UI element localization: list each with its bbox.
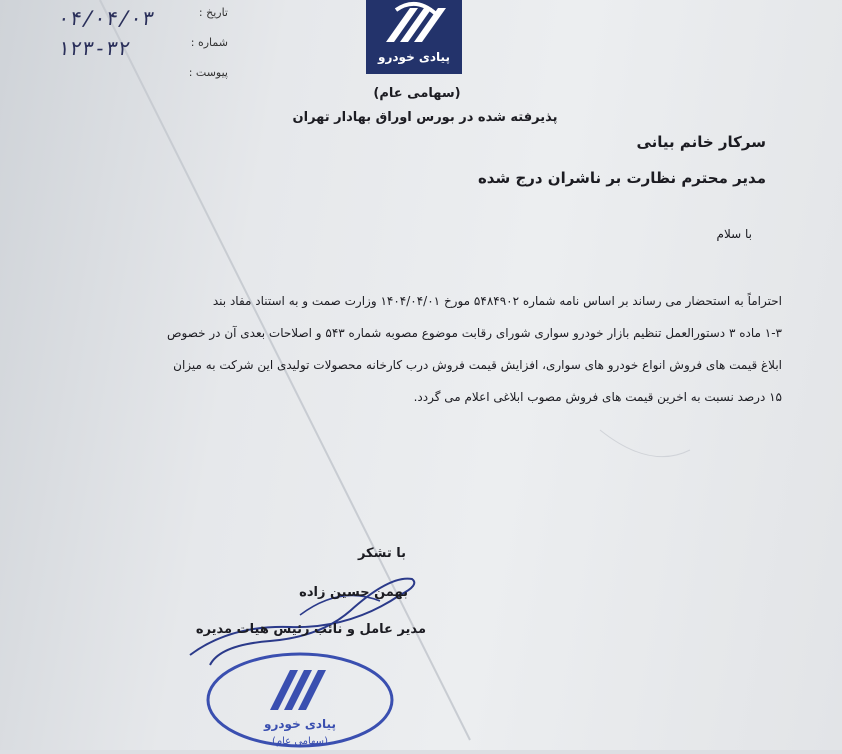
greeting: با سلام [716,227,752,241]
attachment-label: پیوست : [188,66,228,79]
body-line: ۱-۳ ماده ۳ دستورالعمل تنظیم بازار خودرو سواری شورای رقابت موضوع مصوبه شماره ۵۴۳ و اصلاحات بعدی آن در خصوص [167,326,782,340]
stock-exchange-line: پذیرفته شده در بورس اوراق بهادار تهران [292,110,558,125]
date-label: تاریخ : [198,6,228,19]
body-line: ابلاغ قیمت های فروش انواع خودرو های سواری، افزایش قیمت فروش درب کارخانه محصولات تولیدی این شرکت به میزان [173,358,782,372]
body-line: احتراماً به استحضار می رساند بر اساس نامه شماره ۵۴۸۴۹۰۲ مورخ ۱۴۰۴/۰۴/۰۱ وزارت صمت و به استناد مفاد بند [212,294,782,308]
date-row [40,6,240,28]
company-logo [366,0,462,74]
stamp-logo-text: پیادی خودرو [264,717,336,731]
recipient-name: سرکار خانم بیانی [636,133,766,151]
letter-body [42,285,782,413]
stamp-seal-icon [200,640,400,750]
signer-title: مدیر عامل و نائب رئیس هیات مدیره [195,622,426,637]
logo-mark-icon [366,0,462,50]
body-line: ۱۵ درصد نسبت به اخرین قیمت های فروش مصوب ابلاغی اعلام می گردد. [413,390,782,404]
recipient-title: مدیر محترم نظارت بر ناشران درج شده [477,169,766,187]
company-stamp [200,640,400,750]
number-label: شماره : [190,36,228,49]
closing-text: با تشکر [357,546,406,561]
signer-name: بهمن حسین زاده [299,585,408,600]
number-value: ۱۲۳-۳۲ [56,36,132,60]
number-row [40,36,240,58]
attachment-row [40,66,240,88]
stamp-company-type: (سهامی عام) [272,736,328,747]
logo-text: پیادی خودرو [378,50,450,64]
company-type: (سهامی عام) [373,86,461,101]
date-value: ۰۴/۰۴/۰۳ [56,6,157,30]
